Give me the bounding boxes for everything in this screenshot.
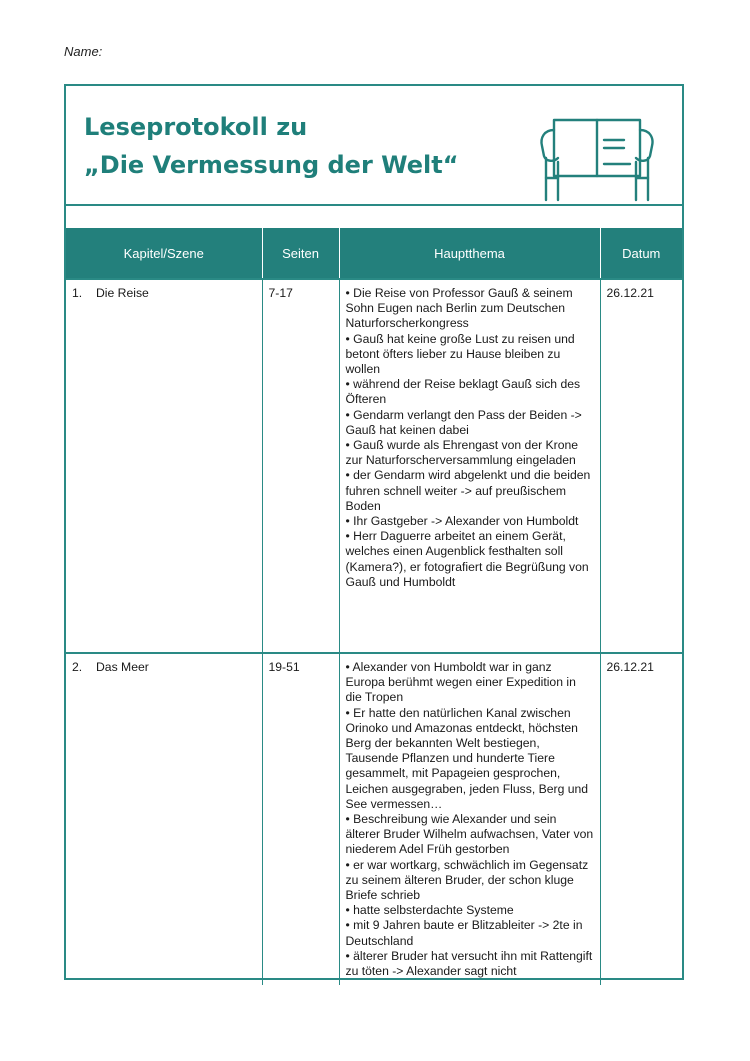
reading-log-table [66, 228, 682, 985]
topic-point: • mit 9 Jahren baute er Blitzableiter -> 2te in Deutschland [346, 918, 594, 948]
header-date: Datum [600, 228, 682, 279]
table-header-row [66, 228, 682, 279]
topic-point: • während der Reise beklagt Gauß sich des Öfteren [346, 377, 594, 407]
topic-point: • hatte selbsterdachte Systeme [346, 903, 594, 918]
header-chapter: Kapitel/Szene [66, 228, 262, 279]
chapter-number: 2. [72, 660, 83, 674]
topic-point: • älterer Bruder hat versucht ihn mit Rattengift zu töten -> Alexander sagt nicht [346, 949, 594, 979]
title-line-1: Leseprotokoll zu [84, 113, 308, 141]
chapter-title: Die Reise [96, 286, 149, 300]
topic-point: • Ihr Gastgeber -> Alexander von Humboldt [346, 514, 594, 529]
topic-point: • Herr Daguerre arbeitet an einem Gerät, welches einen Augenblick festhalten soll (Kamera?), er fotografiert die Begrüßung von Gauß und Humboldt [346, 529, 594, 590]
main-topic-cell [339, 279, 600, 653]
header-main-topic: Hauptthema [339, 228, 600, 279]
name-label: Name: [64, 44, 103, 59]
title-line-2: „Die Vermessung der Welt“ [84, 151, 459, 179]
topic-point: • Alexander von Humboldt war in ganz Europa berühmt wegen einer Expedition in die Tropen [346, 660, 594, 706]
pages-cell: 19-51 [262, 653, 339, 985]
book-reading-icon [538, 116, 656, 202]
protocol-frame [64, 84, 684, 980]
chapter-cell [66, 653, 262, 985]
topic-point: • Gendarm verlangt den Pass der Beiden -> Gauß hat keinen dabei [346, 408, 594, 438]
chapter-number: 1. [72, 286, 83, 300]
table-row [66, 653, 682, 985]
chapter-title: Das Meer [96, 660, 149, 674]
table-row [66, 279, 682, 653]
pages-cell: 7-17 [262, 279, 339, 653]
chapter-cell [66, 279, 262, 653]
topic-point: • Gauß wurde als Ehrengast von der Krone zur Naturforscherversammlung eingeladen [346, 438, 594, 468]
header-box [66, 86, 682, 206]
date-cell: 26.12.21 [600, 279, 682, 653]
topic-point: • er war wortkarg, schwächlich im Gegensatz zu seinem älteren Bruder, der schon kluge Briefe schrieb [346, 858, 594, 904]
topic-point: • Er hatte den natürlichen Kanal zwischen Orinoko und Amazonas entdeckt, höchsten Berg der bekannten Welt bestiegen, Tausende Pflanzen und hunderte Tiere gesammelt, mit Papageien gesprochen, Leichen ausgegraben, jeden Fluss, Berg und See vermessen… [346, 706, 594, 812]
topic-point: • Beschreibung wie Alexander und sein älterer Bruder Wilhelm aufwachsen, Vater von niederem Adel Früh gestorben [346, 812, 594, 858]
date-cell: 26.12.21 [600, 653, 682, 985]
topic-point: • der Gendarm wird abgelenkt und die beiden fuhren schnell weiter -> auf preußischem Boden [346, 468, 594, 514]
main-topic-cell [339, 653, 600, 985]
page-title [84, 108, 459, 184]
topic-point: • Gauß hat keine große Lust zu reisen und betont öfters lieber zu Hause bleiben zu wollen [346, 332, 594, 378]
header-pages: Seiten [262, 228, 339, 279]
topic-point: • Die Reise von Professor Gauß & seinem Sohn Eugen nach Berlin zum Deutschen Naturforscherkongress [346, 286, 594, 332]
